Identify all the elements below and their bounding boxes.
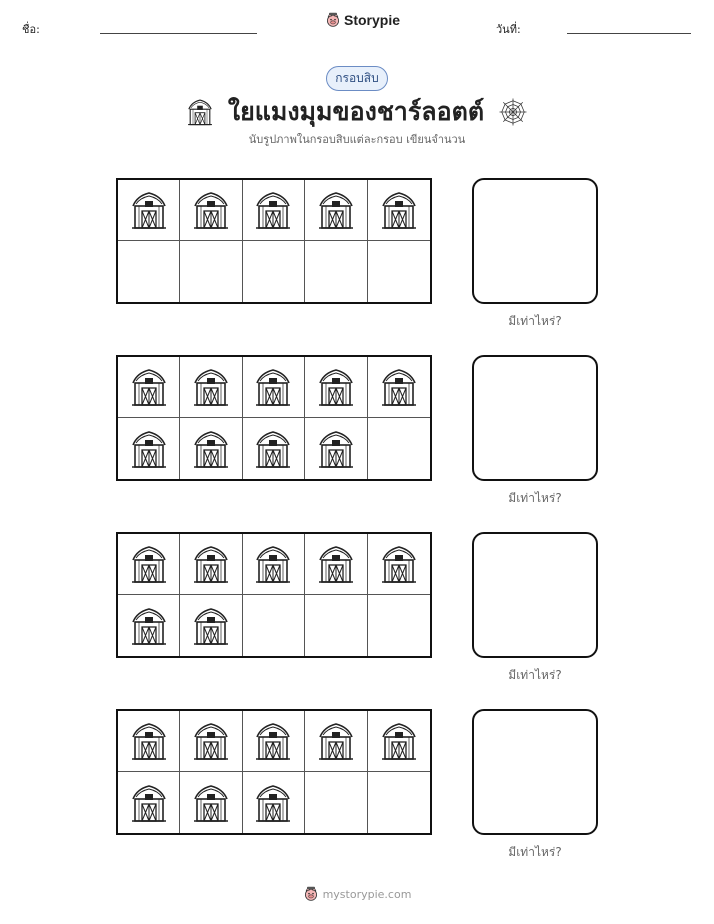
pig-logo-icon xyxy=(325,12,341,28)
count-prompt: มีเท่าไหร่? xyxy=(508,491,562,505)
barn-icon xyxy=(253,367,293,407)
ten-frame-cell xyxy=(368,772,430,833)
barn-icon xyxy=(253,721,293,761)
ten-frame-cell xyxy=(118,357,180,418)
name-label: ชื่อ: xyxy=(22,23,40,36)
barn-icon xyxy=(253,429,293,469)
ten-frame-cell xyxy=(180,534,242,595)
ten-frame-cell xyxy=(305,595,367,656)
ten-frame-cell xyxy=(118,711,180,772)
barn-icon xyxy=(253,783,293,823)
ten-frame-cell xyxy=(243,711,305,772)
ten-frame-cell xyxy=(118,772,180,833)
ten-frame xyxy=(116,178,432,304)
barn-icon xyxy=(129,544,169,584)
ten-frame-cell xyxy=(118,180,180,241)
ten-frame-cell xyxy=(305,772,367,833)
barn-icon xyxy=(191,367,231,407)
footer xyxy=(0,886,714,902)
barn-icon xyxy=(316,190,356,230)
barn-icon xyxy=(316,544,356,584)
count-prompt: มีเท่าไหร่? xyxy=(508,314,562,328)
brand-logo xyxy=(325,12,400,28)
ten-frame-cell xyxy=(243,357,305,418)
ten-frame-cell xyxy=(368,711,430,772)
ten-frame-cell xyxy=(180,711,242,772)
barn-icon xyxy=(316,721,356,761)
barn-icon xyxy=(379,544,419,584)
barn-icon xyxy=(316,367,356,407)
barn-icon xyxy=(186,98,214,126)
barn-icon xyxy=(191,429,231,469)
barn-icon xyxy=(379,367,419,407)
ten-frame-cell xyxy=(180,772,242,833)
ten-frame-cell xyxy=(180,180,242,241)
instructions: นับรูปภาพในกรอบสิบแต่ละกรอบ เขียนจำนวน xyxy=(248,133,466,146)
barn-icon xyxy=(191,721,231,761)
ten-frame-cell xyxy=(305,534,367,595)
ten-frame xyxy=(116,355,432,481)
name-field[interactable] xyxy=(100,33,257,34)
barn-icon xyxy=(129,367,169,407)
ten-frame-cell xyxy=(243,772,305,833)
ten-frame-cell xyxy=(118,534,180,595)
ten-frame-cell xyxy=(243,241,305,302)
ten-frame-cell xyxy=(305,180,367,241)
ten-frame-cell xyxy=(180,357,242,418)
category-badge: กรอบสิบ xyxy=(326,66,388,91)
answer-box[interactable] xyxy=(472,355,598,481)
ten-frame-cell xyxy=(118,595,180,656)
ten-frame-cell xyxy=(305,357,367,418)
ten-frame-cell xyxy=(243,534,305,595)
barn-icon xyxy=(379,721,419,761)
ten-frame-cell xyxy=(368,595,430,656)
ten-frame-cell xyxy=(118,241,180,302)
barn-icon xyxy=(129,190,169,230)
count-prompt: มีเท่าไหร่? xyxy=(508,845,562,859)
ten-frame xyxy=(116,532,432,658)
barn-icon xyxy=(129,429,169,469)
ten-frame-cell xyxy=(368,357,430,418)
barn-icon xyxy=(253,544,293,584)
date-label: วันที่: xyxy=(496,23,521,36)
barn-icon xyxy=(191,190,231,230)
spiderweb-icon xyxy=(498,97,528,127)
barn-icon xyxy=(191,783,231,823)
brand-name: Storypie xyxy=(344,12,401,28)
ten-frame-cell xyxy=(180,595,242,656)
barn-icon xyxy=(129,721,169,761)
barn-icon xyxy=(129,606,169,646)
answer-box[interactable] xyxy=(472,532,598,658)
ten-frame-cell xyxy=(243,180,305,241)
barn-icon xyxy=(129,783,169,823)
ten-frame-cell xyxy=(305,418,367,479)
footer-url: mystorypie.com xyxy=(322,887,412,901)
answer-box[interactable] xyxy=(472,178,598,304)
count-prompt: มีเท่าไหร่? xyxy=(508,668,562,682)
barn-icon xyxy=(379,190,419,230)
ten-frame-cell xyxy=(305,711,367,772)
ten-frame-cell xyxy=(368,534,430,595)
ten-frame-cell xyxy=(305,241,367,302)
barn-icon xyxy=(316,429,356,469)
answer-box[interactable] xyxy=(472,709,598,835)
barn-icon xyxy=(191,544,231,584)
ten-frame-cell xyxy=(180,418,242,479)
ten-frame-cell xyxy=(118,418,180,479)
ten-frame-cell xyxy=(368,241,430,302)
date-field[interactable] xyxy=(567,33,691,34)
barn-icon xyxy=(253,190,293,230)
ten-frame xyxy=(116,709,432,835)
barn-icon xyxy=(191,606,231,646)
ten-frame-cell xyxy=(368,418,430,479)
ten-frame-cell xyxy=(243,418,305,479)
ten-frame-cell xyxy=(243,595,305,656)
title-row xyxy=(0,92,714,132)
pig-logo-icon xyxy=(303,886,319,902)
ten-frame-cell xyxy=(368,180,430,241)
ten-frame-cell xyxy=(180,241,242,302)
page-title: ใยแมงมุมของชาร์ลอตต์ xyxy=(227,97,485,126)
